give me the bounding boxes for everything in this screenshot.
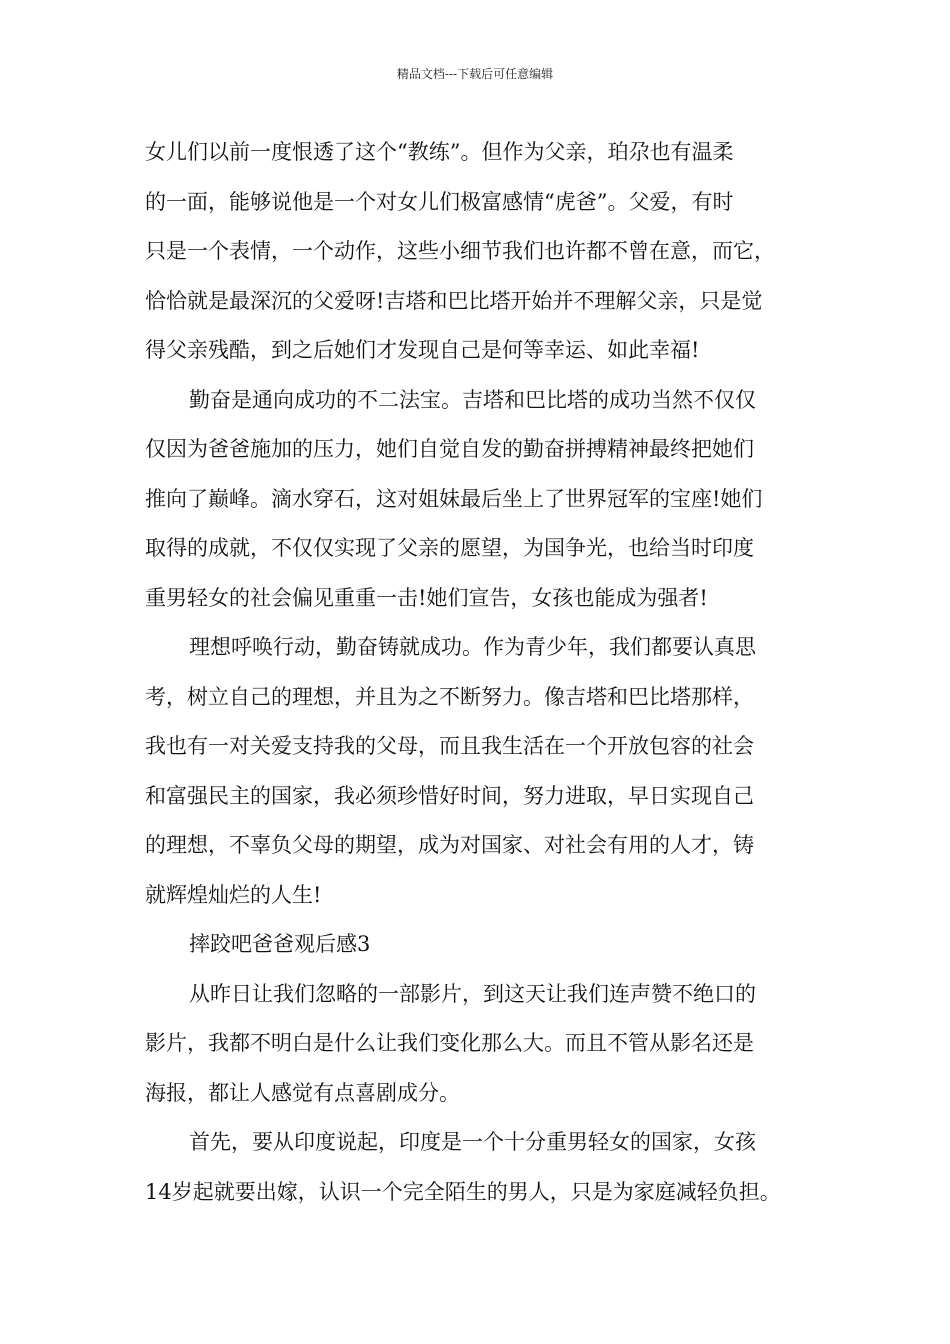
text-line: 影片，我都不明白是什么让我们变化那么大。而且不管从影名还是: [145, 1031, 754, 1055]
text-line: 从昨日让我们忽略的一部影片，到这天让我们连声赞不绝口的: [189, 981, 756, 1006]
text-line: 只是一个表情，一个动作，这些小细节我们也许都不曾在意，而它，: [145, 239, 775, 263]
text-line: 重男轻女的社会偏见重重一击!她们宣告，女孩也能成为强者!: [145, 585, 708, 610]
text-line: 海报，都让人感觉有点喜剧成分。: [145, 1080, 460, 1105]
text-line: 得父亲残酷，到之后她们才发现自己是何等幸运、如此幸福!: [145, 338, 700, 362]
text-line: 理想呼唤行动，勤奋铸就成功。作为青少年，我们都要认真思: [189, 635, 756, 659]
text-line: 的理想，不辜负父母的期望，成为对国家、对社会有用的人才，铸: [145, 833, 754, 857]
text-line: 的一面，能够说他是一个对女儿们极富感情“虎爸”。父爱，有时: [145, 189, 734, 214]
text-line: 勤奋是通向成功的不二法宝。吉塔和巴比塔的成功当然不仅仅: [189, 387, 756, 412]
text-line: 就辉煌灿烂的人生!: [145, 882, 322, 907]
text-line: 仅因为爸爸施加的压力，她们自觉自发的勤奋拼搏精神最终把她们: [145, 437, 754, 461]
text-line: 和富强民主的国家，我必须珍惜好时间，努力进取，早日实现自己: [145, 783, 754, 808]
text-line: 考，树立自己的理想，并且为之不断努力。像吉塔和巴比塔那样，: [145, 684, 754, 709]
text-line: 推向了巅峰。滴水穿石，这对姐妹最后坐上了世界冠军的宝座!她们: [145, 486, 763, 511]
text-line: 我也有一对关爱支持我的父母，而且我生活在一个开放包容的社会: [145, 734, 754, 758]
document-body: [145, 128, 825, 1217]
text-line: 取得的成就，不仅仅实现了父亲的愿望，为国争光，也给当时印度: [145, 536, 754, 560]
text-line: 首先，要从印度说起，印度是一个十分重男轻女的国家，女孩: [189, 1130, 756, 1154]
page-header: 精品文档---下载后可任意编辑: [396, 67, 554, 81]
text-line: 14岁起就要出嫁，认识一个完全陌生的男人，只是为家庭减轻负担。: [145, 1179, 781, 1204]
text-line: 摔跤吧爸爸观后感3: [189, 932, 371, 956]
text-line: 女儿们以前一度恨透了这个“教练”。但作为父亲，珀尕也有温柔: [145, 140, 734, 164]
text-line: 恰恰就是最深沉的父爱呀!吉塔和巴比塔开始并不理解父亲，只是觉: [145, 288, 763, 313]
